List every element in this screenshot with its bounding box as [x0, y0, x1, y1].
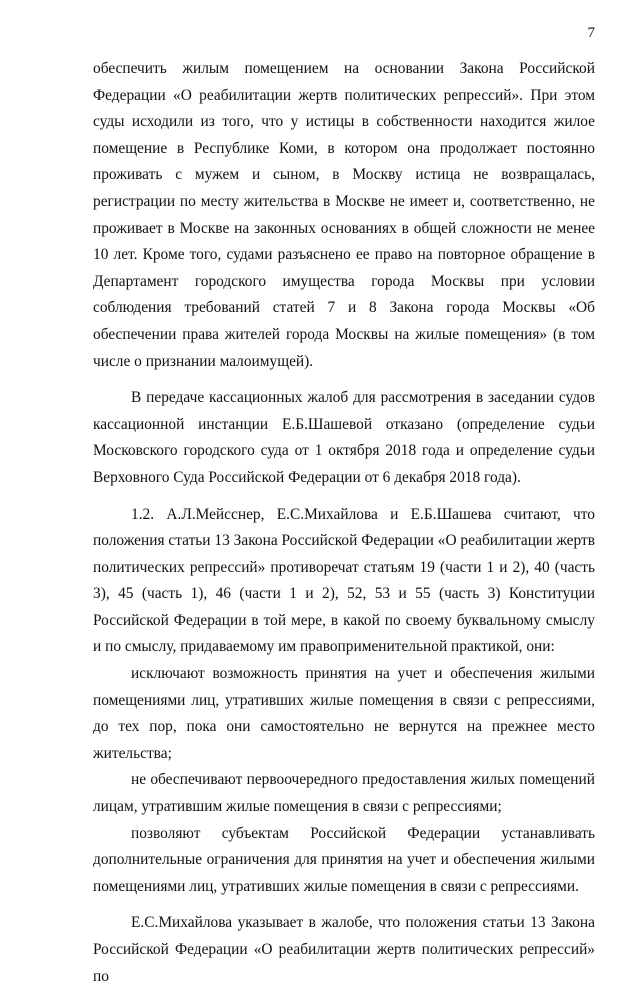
- paragraph-list-item-3: позволяют субъектам Российской Федерации устанавливать дополнительные ограничения для принятия на учет и обеспечения жилыми помещениями лиц, утративших жилые помещения в связи с репрессиями.: [93, 824, 595, 895]
- paragraph-cassation-refusal: В передаче кассационных жалоб для рассмотрения в заседании судов кассационной инстанции Е.Б.Шашевой отказано (определение судьи Московского городского суда от 1 октября 2018 года и определение судьи Верховного Суда Российской Федерации от 6 декабря 2018 года).: [93, 389, 595, 486]
- paragraph-continuation: обеспечить жилым помещением на основании Закона Российской Федерации «О реабилитации жертв политических репрессий». При этом суды исходили из того, что у истицы в собственности находится жилое помещение в Республике Коми, в котором она продолжает постоянно проживать с мужем и сыном, в Москву истица не возвращалась, регистрации по месту жительства в Москве не имеет и, соответственно, не проживает в Москве на законных основаниях в общей сложности не менее 10 лет. Кроме того, судами разъяснено ее право на повторное обращение в Департамент городского имущества города Москвы при условии соблюдения требований статей 7 и 8 Закона города Москвы «Об обеспечении права жителей города Москвы на жилые помещения» (в том числе о признании малоимущей).: [93, 60, 595, 370]
- paragraph-list-item-1: исключают возможность принятия на учет и обеспечения жилыми помещениями лиц, утративших жилые помещения в связи с репрессиями, до тех пор, пока они самостоятельно не вернутся на прежнее место жительства;: [93, 665, 595, 762]
- paragraph-list-item-2: не обеспечивают первоочередного предоставления жилых помещений лицам, утратившим жилые помещения в связи с репрессиями;: [93, 771, 595, 816]
- paragraph-mikhailova-claim: Е.С.Михайлова указывает в жалобе, что положения статьи 13 Закона Российской Федерации «О реабилитации жертв политических репрессий» по: [93, 914, 595, 985]
- paragraph-section-1-2: 1.2. А.Л.Мейсснер, Е.С.Михайлова и Е.Б.Шашева считают, что положения статьи 13 Закона Российской Федерации «О реабилитации жертв политических репрессий» противоречат статьям 19 (части 1 и 2), 40 (часть 3), 45 (часть 1), 46 (части 1 и 2), 52, 53 и 55 (часть 3) Конституции Российской Федерации в той мере, в какой по своему буквальному смыслу и по смыслу, придаваемому им правоприменительной практикой, они:: [93, 505, 595, 656]
- document-body: [93, 56, 595, 990]
- page-number: 7: [587, 25, 595, 41]
